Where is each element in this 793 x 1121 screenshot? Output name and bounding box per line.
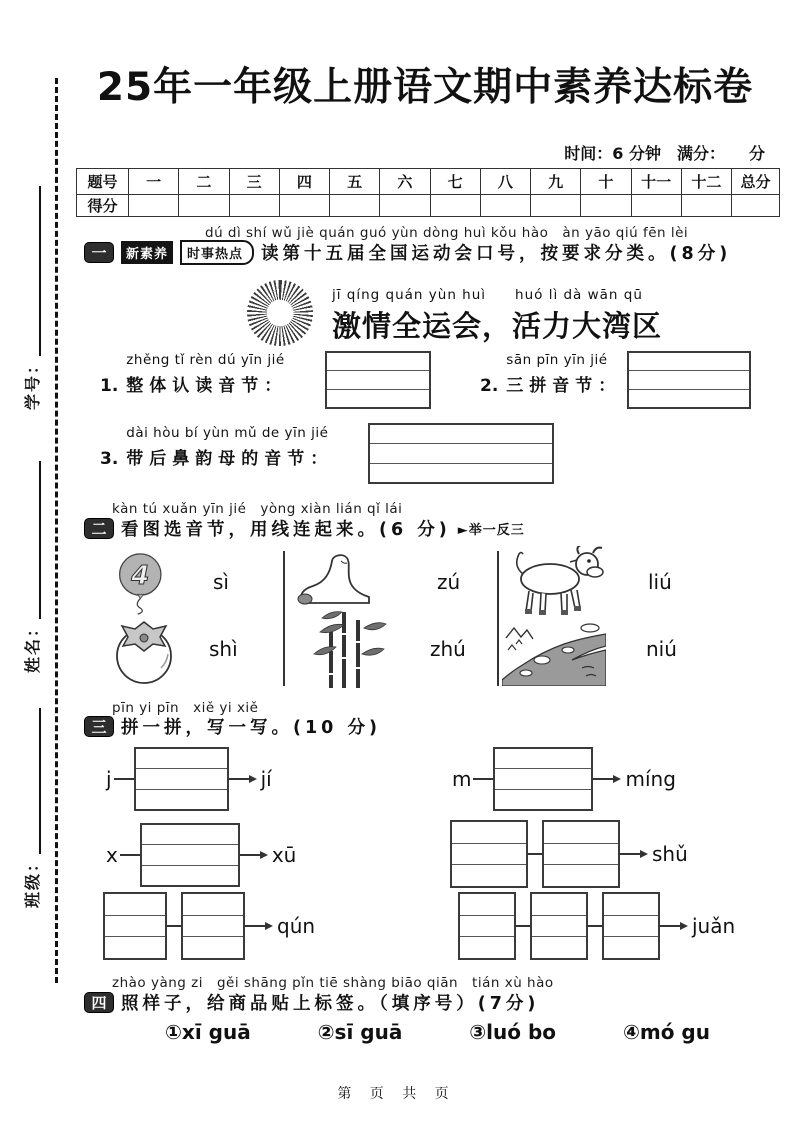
page-title: 25年一年级上册语文期中素养达标卷: [96, 65, 754, 110]
slogan-pinyin: jī qíng quán yùn huì huó lì dà wān qū: [332, 287, 643, 303]
q1-item-1-number: 1.: [100, 376, 119, 396]
q3-m-prefix: m: [452, 767, 472, 791]
q3-header: [84, 714, 381, 739]
q3-m-answer-grid[interactable]: [493, 747, 593, 811]
name-label: 姓名：: [23, 618, 42, 673]
q2-tag: ►举一反三: [457, 523, 525, 538]
q3-exercise-j: [106, 747, 272, 811]
score-header-cell: 五: [330, 169, 380, 195]
q3-number-badge: 三: [84, 716, 114, 737]
q2-pinyin-si[interactable]: sì: [213, 570, 229, 594]
q3-exercise-juan: [458, 892, 735, 960]
score-header-cell: 十二: [681, 169, 731, 195]
class-blank: [37, 708, 41, 854]
q1-pinyin: dú dì shí wǔ jiè quán guó yùn dòng huì kǒu hào àn yāo qiú fēn lèi: [205, 225, 689, 241]
q3-exercise-shu: [450, 820, 688, 888]
q1-item-2-text: 三拼音节：: [506, 376, 622, 396]
q4-pinyin: zhào yàng zi gěi shāng pǐn tiē shàng biāo qiān tián xù hào: [112, 975, 554, 991]
q3-x-prefix: x: [106, 843, 118, 867]
q3-exercise-x: [106, 823, 296, 887]
q1-header: [84, 240, 731, 265]
student-id-blank: [37, 186, 41, 356]
q1-item-1-pinyin: zhěng tǐ rèn dú yīn jié: [126, 352, 285, 368]
q1-item-2-answer-grid[interactable]: [627, 351, 751, 409]
name-blank: [37, 461, 41, 619]
bamboo-icon: [300, 606, 388, 694]
q1-item-3-answer-grid[interactable]: [368, 423, 554, 484]
q3-j-result: jí: [260, 767, 272, 791]
q1-item-3-number: 3.: [100, 449, 119, 469]
q1-item-3: [100, 425, 333, 469]
q3-shu-answer-grid-2[interactable]: [542, 820, 620, 888]
score-header-cell: 十: [581, 169, 631, 195]
q3-j-prefix: j: [106, 767, 112, 791]
q1-item-2-number: 2.: [480, 376, 499, 396]
q2-pinyin: kàn tú xuǎn yīn jié yòng xiàn lián qǐ lái: [112, 501, 403, 517]
score-cell-empty: [229, 195, 279, 217]
score-table: [76, 168, 780, 217]
q1-item-3-pinyin: dài hòu bí yùn mǔ de yīn jié: [126, 425, 329, 441]
q3-qun-answer-grid-2[interactable]: [181, 892, 245, 960]
q3-qun-result: qún: [277, 914, 316, 938]
score-row-label: 得分: [77, 195, 129, 217]
q1-question-text: 读第十五届全国运动会口号，按要求分类。(8分): [261, 244, 732, 264]
q4-number-badge: 四: [84, 992, 114, 1013]
q4-option-3[interactable]: ③luó bo: [469, 1020, 557, 1044]
q2-column-divider: [283, 551, 285, 686]
score-cell-empty: [179, 195, 229, 217]
score-cell-empty: [430, 195, 480, 217]
q1-item-2-pinyin: sān pīn yīn jié: [506, 352, 608, 368]
q2-number-badge: 二: [84, 518, 114, 539]
balloon-number: 4: [131, 561, 150, 591]
page-footer: 第 页 共 页: [337, 1086, 456, 1102]
q2-pinyin-niu[interactable]: niú: [646, 637, 677, 661]
q4-question-text: 照样子，给商品贴上标签。（填序号）(7分): [121, 994, 540, 1014]
slogan-block: [332, 283, 662, 345]
score-header-cell: 四: [279, 169, 329, 195]
score-cell-empty: [279, 195, 329, 217]
persimmon-icon: [103, 616, 185, 690]
q1-item-3-text: 带后鼻韵母的音节：: [126, 449, 334, 469]
class-label: 班级：: [23, 853, 42, 908]
score-table-header-row: [77, 169, 780, 195]
q3-shu-result: shǔ: [652, 842, 688, 866]
q1-hot-topic-badge: 时事热点: [180, 240, 254, 265]
q2-pinyin-liu[interactable]: liú: [648, 570, 672, 594]
score-header-cell: 总分: [732, 169, 780, 195]
name-field: [20, 461, 43, 673]
q3-j-answer-grid[interactable]: [134, 747, 229, 811]
score-cell-empty: [531, 195, 581, 217]
score-header-cell: 三: [229, 169, 279, 195]
score-header-cell: 一: [129, 169, 179, 195]
q3-qun-answer-grid-1[interactable]: [103, 892, 167, 960]
score-header-cell: 题号: [77, 169, 129, 195]
binding-dashed-line: [55, 78, 58, 983]
q3-x-result: xū: [271, 843, 297, 867]
student-id-field: [20, 186, 43, 410]
q1-new-literacy-badge: 新素养: [121, 241, 173, 264]
q2-header: [84, 516, 525, 541]
foot-icon: [293, 551, 381, 613]
q1-number-badge: 一: [84, 242, 114, 263]
q3-shu-answer-grid-1[interactable]: [450, 820, 528, 888]
q2-pinyin-shi[interactable]: shì: [209, 637, 238, 661]
cow-icon: [505, 546, 610, 624]
q2-column-divider: [497, 551, 499, 686]
q1-item-1-answer-grid[interactable]: [325, 351, 431, 409]
q1-item-2: [480, 352, 621, 396]
score-cell-empty: [681, 195, 731, 217]
q2-pinyin-zhu[interactable]: zhú: [430, 637, 466, 661]
slogan-text: 激情全运会，活力大湾区: [332, 309, 663, 343]
score-header-cell: 七: [430, 169, 480, 195]
q4-options: [165, 1020, 710, 1044]
time-fullscore-info: 时间：6 分钟 满分： 分: [564, 144, 765, 163]
score-cell-empty: [631, 195, 681, 217]
score-cell-empty: [330, 195, 380, 217]
score-header-cell: 十一: [631, 169, 681, 195]
q1-item-1: [100, 352, 287, 396]
q2-question-text: 看图选音节，用线连起来。(6 分): [121, 520, 451, 540]
class-field: [20, 708, 43, 908]
score-cell-empty: [480, 195, 530, 217]
q2-pinyin-zu[interactable]: zú: [437, 570, 461, 594]
score-cell-empty: [581, 195, 631, 217]
river-icon: [502, 620, 606, 690]
score-cell-empty: [732, 195, 780, 217]
q3-juan-answer-grid-1[interactable]: [458, 892, 516, 960]
score-table-score-row: [77, 195, 780, 217]
q3-question-text: 拼一拼，写一写。(10 分): [121, 718, 381, 738]
score-header-cell: 八: [480, 169, 530, 195]
q3-pinyin: pīn yi pīn xiě yi xiě: [112, 700, 259, 716]
q3-x-answer-grid[interactable]: [140, 823, 240, 887]
q3-m-result: míng: [625, 767, 676, 791]
score-header-cell: 九: [531, 169, 581, 195]
score-cell-empty: [129, 195, 179, 217]
q4-option-2[interactable]: ②sī guā: [317, 1020, 403, 1044]
q3-exercise-qun: [103, 892, 315, 960]
q4-header: [84, 990, 539, 1015]
q3-juan-answer-grid-3[interactable]: [602, 892, 660, 960]
score-header-cell: 二: [179, 169, 229, 195]
q3-juan-result: juǎn: [692, 914, 736, 938]
q1-item-1-text: 整体认读音节：: [126, 376, 288, 396]
score-cell-empty: [380, 195, 430, 217]
q3-juan-answer-grid-2[interactable]: [530, 892, 588, 960]
q3-exercise-m: [452, 747, 676, 811]
q4-option-1[interactable]: ①xī guā: [165, 1020, 251, 1044]
national-games-burst-logo-icon: [247, 280, 313, 346]
score-header-cell: 六: [380, 169, 430, 195]
student-id-label: 学号：: [23, 355, 42, 410]
balloon-4-icon: [106, 553, 178, 619]
q4-option-4[interactable]: ④mó gu: [622, 1020, 710, 1044]
